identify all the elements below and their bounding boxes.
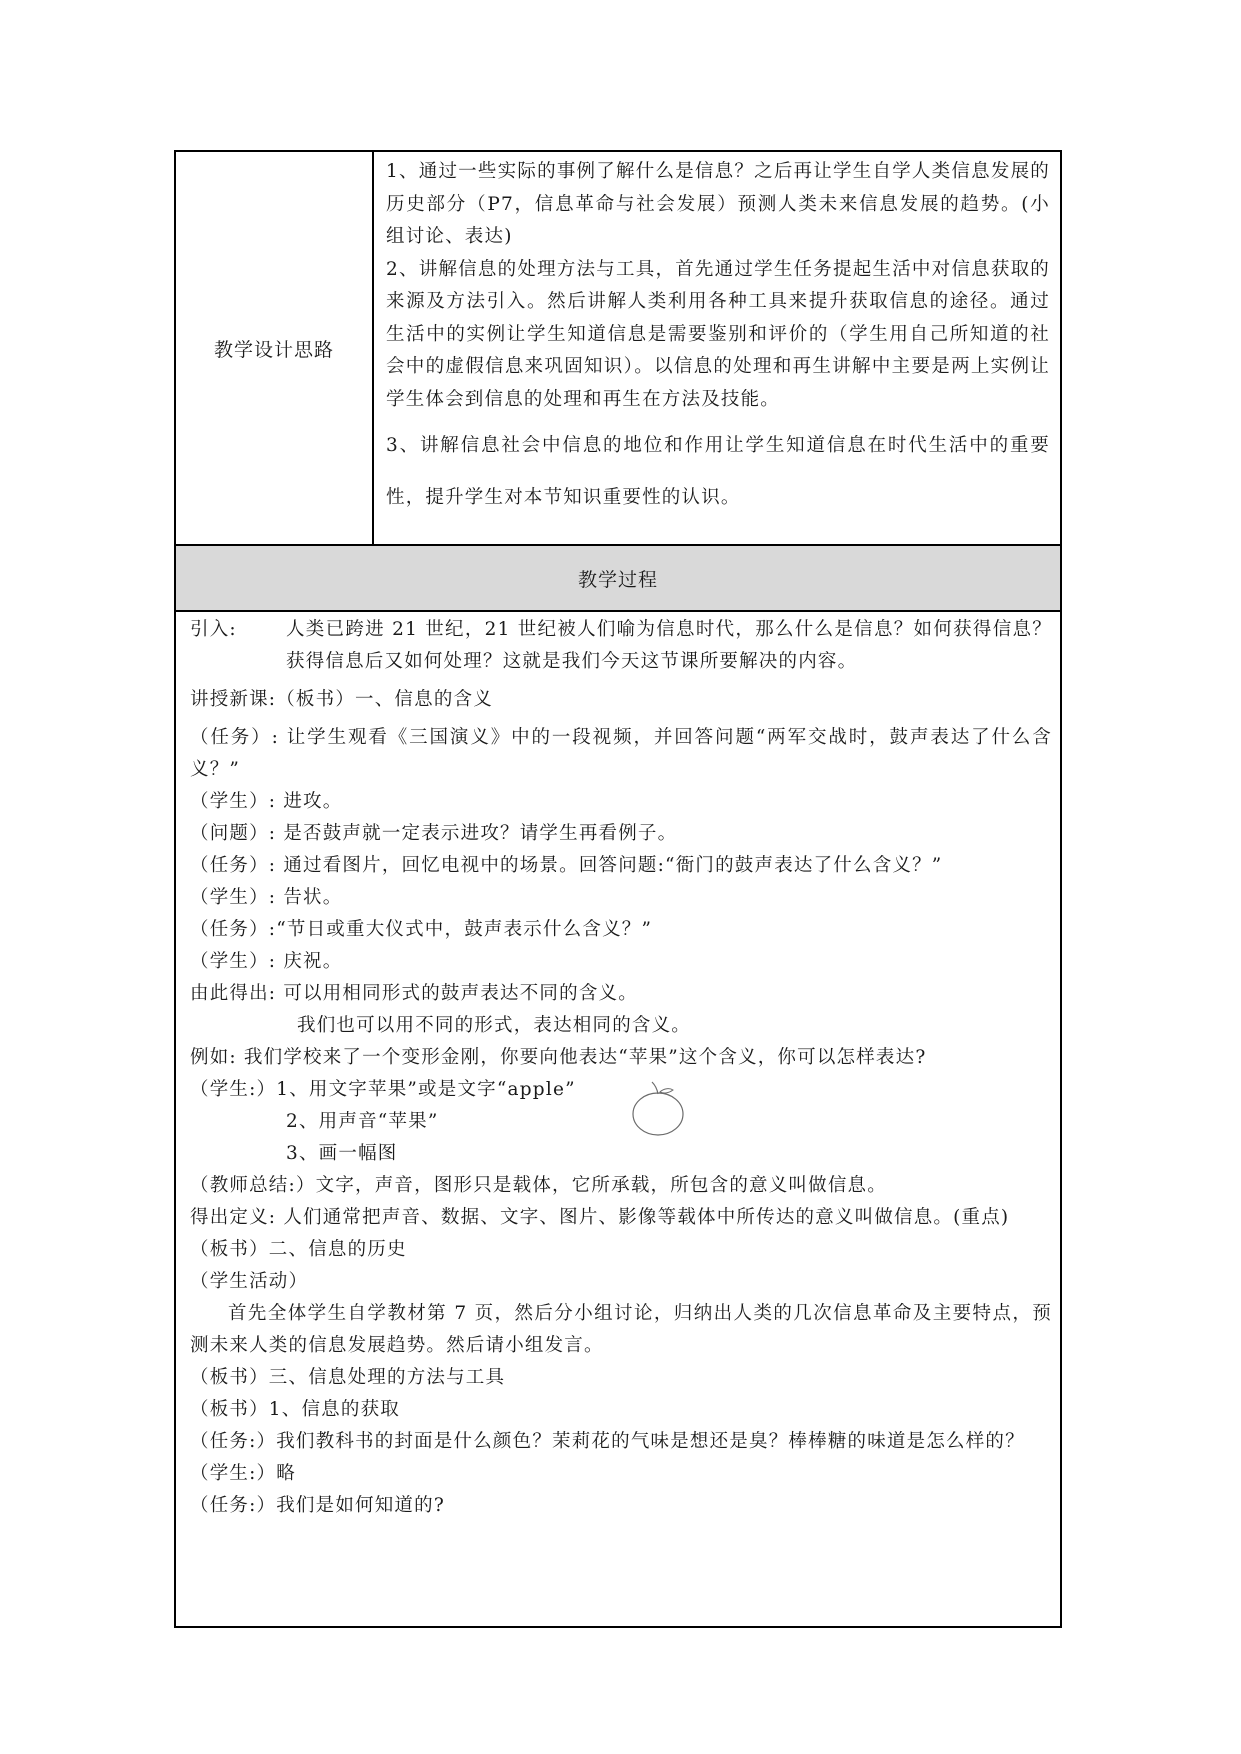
lesson-plan-table xyxy=(174,150,1062,1628)
new-lesson-line: 讲授新课:（板书）一、信息的含义 xyxy=(190,689,493,710)
student-4c: 3、画一幅图 xyxy=(286,1143,398,1164)
task-2: （任务）: 通过看图片，回忆电视中的场景。回答问题:“衙门的鼓声表达了什么含义？” xyxy=(190,855,943,876)
conclusion-1: 由此得出: 可以用相同形式的鼓声表达不同的含义。 xyxy=(190,983,638,1004)
design-paragraph-2: 2、讲解信息的处理方法与工具，首先通过学生任务提起生活中对信息获取的来源及方法引入。然后讲解人类利用各种工具来提升获取信息的途径。通过生活中的实例让学生知道信息是需要鉴别和评价的（学生用自己所知道的社会中的虚假信息来巩固知识）。以信息的处理和再生讲解中主要是两上实例让学生体会到信息的处理和再生在方法及技能。 xyxy=(386,258,1050,410)
student-activity: （学生活动） xyxy=(190,1271,309,1292)
student-1: （学生）: 进攻。 xyxy=(190,791,343,812)
definition: 得出定义: 人们通常把声音、数据、文字、图片、影像等载体中所传达的意义叫做信息。(重点) xyxy=(190,1207,1010,1228)
example-line: 例如: 我们学校来了一个变形金刚，你要向他表达“苹果”这个含义，你可以怎样表达? xyxy=(190,1047,927,1068)
student-5: （学生:）略 xyxy=(190,1463,296,1484)
intro-block xyxy=(190,614,1052,678)
design-row xyxy=(176,152,1060,546)
activity-text: 首先全体学生自学教材第 7 页，然后分小组讨论，归纳出人类的几次信息革命及主要特点，预测未来人类的信息发展趋势。然后请小组发言。 xyxy=(190,1303,1052,1356)
task-5: （任务:）我们是如何知道的? xyxy=(190,1495,445,1516)
process-header: 教学过程 xyxy=(176,546,1060,612)
student-2: （学生）: 告状。 xyxy=(190,887,343,908)
student-answers xyxy=(190,1074,1052,1170)
board-3-1: （板书）1、信息的获取 xyxy=(190,1399,400,1420)
process-content xyxy=(190,614,1052,1522)
board-3: （板书）三、信息处理的方法与工具 xyxy=(190,1367,506,1388)
teacher-summary: （教师总结:）文字，声音，图形只是载体，它所承载，所包含的意义叫做信息。 xyxy=(190,1175,887,1196)
student-3: （学生）: 庆祝。 xyxy=(190,951,343,972)
student-4b: 2、用声音“苹果” xyxy=(286,1111,439,1132)
design-paragraph-3: 3、讲解信息社会中信息的地位和作用让学生知道信息在时代生活中的重要性，提升学生对本节知识重要性的认识。 xyxy=(386,435,1050,508)
conclusion-2: 我们也可以用不同的形式，表达相同的含义。 xyxy=(297,1015,692,1036)
design-label: 教学设计思路 xyxy=(176,152,374,544)
student-4: （学生:）1、用文字苹果”或是文字“apple” xyxy=(190,1079,576,1100)
board-2: （板书）二、信息的历史 xyxy=(190,1239,407,1260)
task-4: （任务:）我们教科书的封面是什么颜色？茉莉花的气味是想还是臭？棒棒糖的味道是怎么样的？ xyxy=(190,1431,1025,1452)
design-content xyxy=(386,156,1050,524)
question-1: （问题）: 是否鼓声就一定表示进攻？请学生再看例子。 xyxy=(190,823,678,844)
task-3: （任务）:“节日或重大仪式中，鼓声表示什么含义？” xyxy=(190,919,653,940)
task-1: （任务）: 让学生观看《三国演义》中的一段视频，并回答问题“两军交战时，鼓声表达了什么含义？” xyxy=(190,727,1052,780)
apple-sketch-icon xyxy=(630,1078,690,1138)
intro-label: 引入: xyxy=(190,619,237,640)
design-paragraph-1: 1、通过一些实际的事例了解什么是信息？之后再让学生自学人类信息发展的历史部分（P7，信息革命与社会发展）预测人类未来信息发展的趋势。(小组讨论、表达) xyxy=(386,161,1050,247)
intro-text: 人类已跨进 21 世纪，21 世纪被人们喻为信息时代，那么什么是信息？如何获得信息？获得信息后又如何处理？这就是我们今天这节课所要解决的内容。 xyxy=(286,619,1052,672)
